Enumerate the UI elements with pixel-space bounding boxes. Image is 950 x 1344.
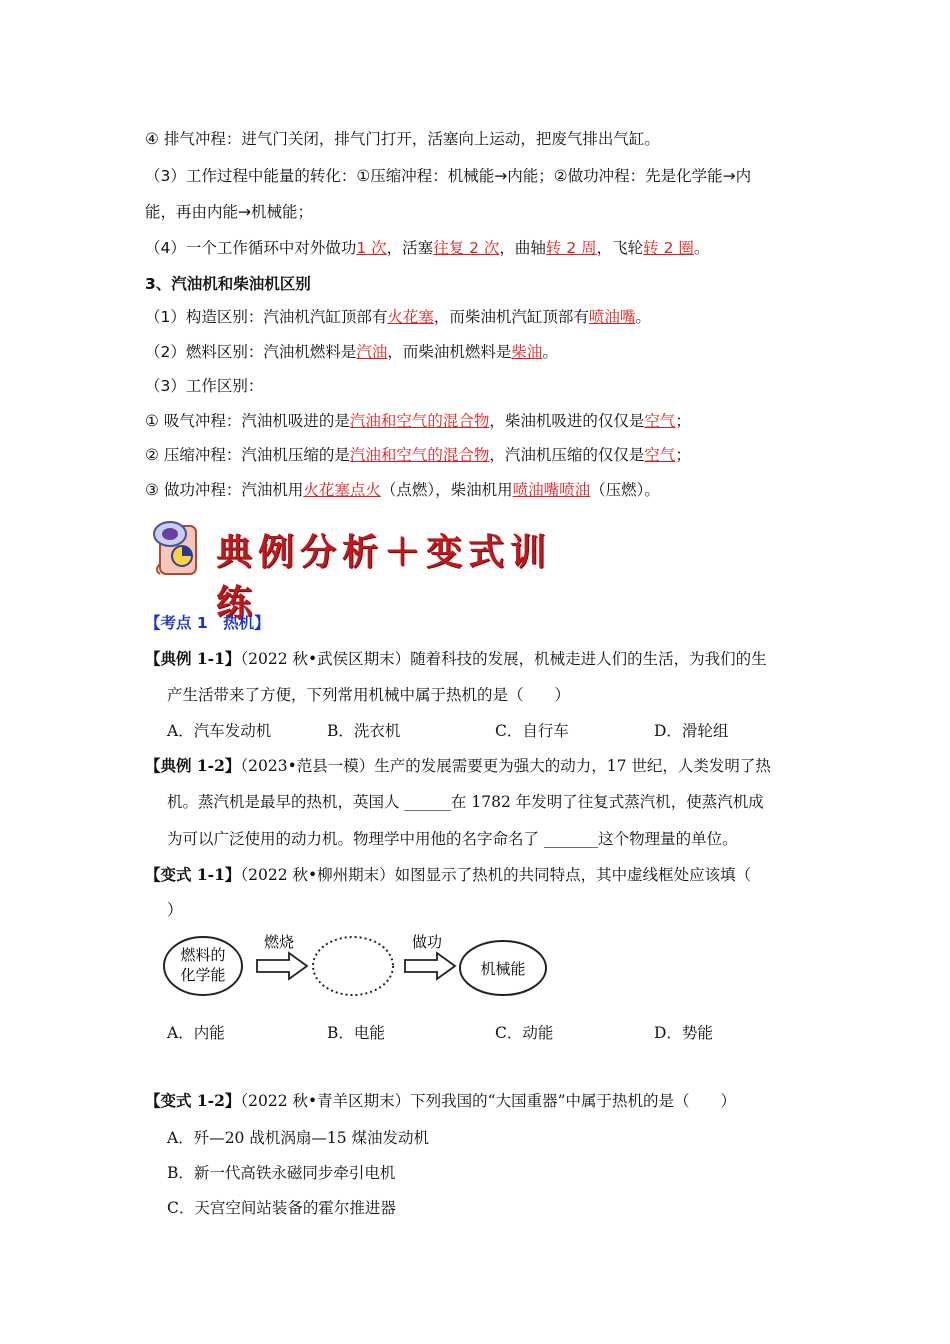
option-b[interactable]: B．新一代高铁永磁同步牵引电机 [167,1164,396,1182]
scroll-book-icon [152,516,212,580]
node-label: 燃料的 [180,946,226,964]
answer-air: 空气 [644,446,676,464]
option-c[interactable]: C．天宫空间站装备的霍尔推进器 [167,1199,396,1217]
answer-mixture: 汽油和空气的混合物 [349,412,490,430]
text: （2）燃料区别：汽油机燃料是 [145,343,357,361]
example-1-1-line2: 产生活带来了方便，下列常用机械中属于热机的是（ ） [167,686,571,704]
option-a[interactable]: A．歼—20 战机涡扇—15 煤油发动机 [167,1129,429,1147]
variant-1-1-line2: ） [167,901,183,919]
arrow-label: 做功 [411,933,443,951]
text: （1）构造区别：汽油机汽缸顶部有 [145,308,388,326]
option-a[interactable]: A．内能 [167,1024,225,1042]
cycle-answer-4: 转 2 圈 [643,239,694,257]
answer-injector: 喷油嘴 [588,308,636,326]
text: ； [675,446,691,464]
example-1-2-line3: 为可以广泛使用的动力机。物理学中用他的名字命名了 _______这个物理量的单位。 [167,830,738,848]
text: 。 [542,343,558,361]
text: （2022 秋•青羊区期末）下列我国的“大国重器”中属于热机的是（ ） [240,1092,737,1110]
cycle-answer-2: 往复 2 次 [433,239,500,257]
text: ② 压缩冲程：汽油机压缩的是 [145,446,350,464]
example-1-2-line2: 机。蒸汽机是最早的热机，英国人 ______在 1782 年发明了往复式蒸汽机，使蒸汽机成 [167,793,764,811]
option-a[interactable]: A．汽车发动机 [167,722,272,740]
answer-spark-plug: 火花塞 [387,308,434,326]
text: （压燃）。 [590,481,660,499]
text: （2023•范县一模）生产的发展需要更为强大的动力，17 世纪，人类发明了热 [240,757,771,775]
answer-spark-ignition: 火花塞点火 [303,481,381,499]
example-1-2-line1 [145,755,771,777]
arrow-right-icon [405,953,455,979]
cycle-text: 。 [693,239,710,257]
answer-mixture: 汽油和空气的混合物 [349,446,490,464]
answer-injection: 喷油嘴喷油 [512,481,591,499]
variant-1-1-line1 [145,864,751,886]
cycle-answer-1: 1 次 [356,239,387,257]
work-difference-heading: （3）工作区别： [145,377,264,395]
cycle-text: ，活塞 [386,239,434,257]
variant-1-2-line1 [145,1090,736,1112]
fuel-difference [145,341,558,363]
power-stroke [145,479,660,501]
exhaust-stroke-text: ④ 排气冲程：进气门关闭，排气门打开，活塞向上运动，把废气排出气缸。 [145,130,660,148]
text: 。 [635,308,651,326]
answer-gasoline: 汽油 [356,343,388,361]
text: ① 吸气冲程：汽油机吸进的是 [145,412,350,430]
section-heading: 3、汽油机和柴油机区别 [145,275,311,293]
intake-stroke [145,410,691,432]
text: ③ 做功冲程：汽油机用 [145,481,304,499]
option-d[interactable]: D．势能 [654,1024,713,1042]
text: ，柴油机吸进的仅仅是 [489,412,645,430]
node-label: 机械能 [480,960,526,978]
option-b[interactable]: B．电能 [327,1024,385,1042]
cycle-answer-3: 转 2 周 [545,239,597,257]
option-d[interactable]: D．滑轮组 [654,722,729,740]
answer-air: 空气 [644,412,676,430]
text: （2022 秋•柳州期末）如图显示了热机的共同特点，其中虚线框处应该填（ [240,866,752,884]
blank-node [313,937,393,995]
heat-engine-diagram [163,930,553,1000]
cycle-text: （4）一个工作循环中对外做功 [145,239,357,257]
text: ； [675,412,691,430]
variant-tag: 【变式 1-2】 [145,1091,241,1110]
energy-conversion-line2: 能，再由内能→机械能； [145,203,313,221]
text: ，而柴油机汽缸顶部有 [433,308,589,326]
structure-difference [145,306,651,328]
text: ，而柴油机燃料是 [387,343,512,361]
banner-title: 典例分析＋变式训练 [216,531,553,624]
cycle-text: ，飞轮 [596,239,644,257]
cycle-text: ，曲轴 [499,239,546,257]
option-c[interactable]: C．自行车 [495,722,569,740]
arrow-right-icon [257,953,307,979]
variant-tag: 【变式 1-1】 [145,865,241,884]
example-1-1-line1 [145,648,767,670]
compression-stroke [145,444,691,466]
example-tag: 【典例 1-1】 [145,649,241,668]
kaodian-label: 【考点 1 热机】 [145,614,270,632]
work-cycle-line [145,237,709,259]
example-tag: 【典例 1-2】 [145,756,241,775]
option-b[interactable]: B．洗衣机 [327,722,401,740]
option-c[interactable]: C．动能 [495,1024,554,1042]
text: ，汽油机压缩的仅仅是 [489,446,645,464]
text: （点燃），柴油机用 [380,481,513,499]
node-label: 化学能 [180,966,226,984]
arrow-label: 燃烧 [263,933,295,951]
energy-conversion-line1: （3）工作过程中能量的转化：①压缩冲程：机械能→内能；②做功冲程：先是化学能→内 [145,167,752,185]
text: （2022 秋•武侯区期末）随着科技的发展，机械走进人们的生活，为我们的生 [240,650,767,668]
answer-diesel: 柴油 [511,343,543,361]
